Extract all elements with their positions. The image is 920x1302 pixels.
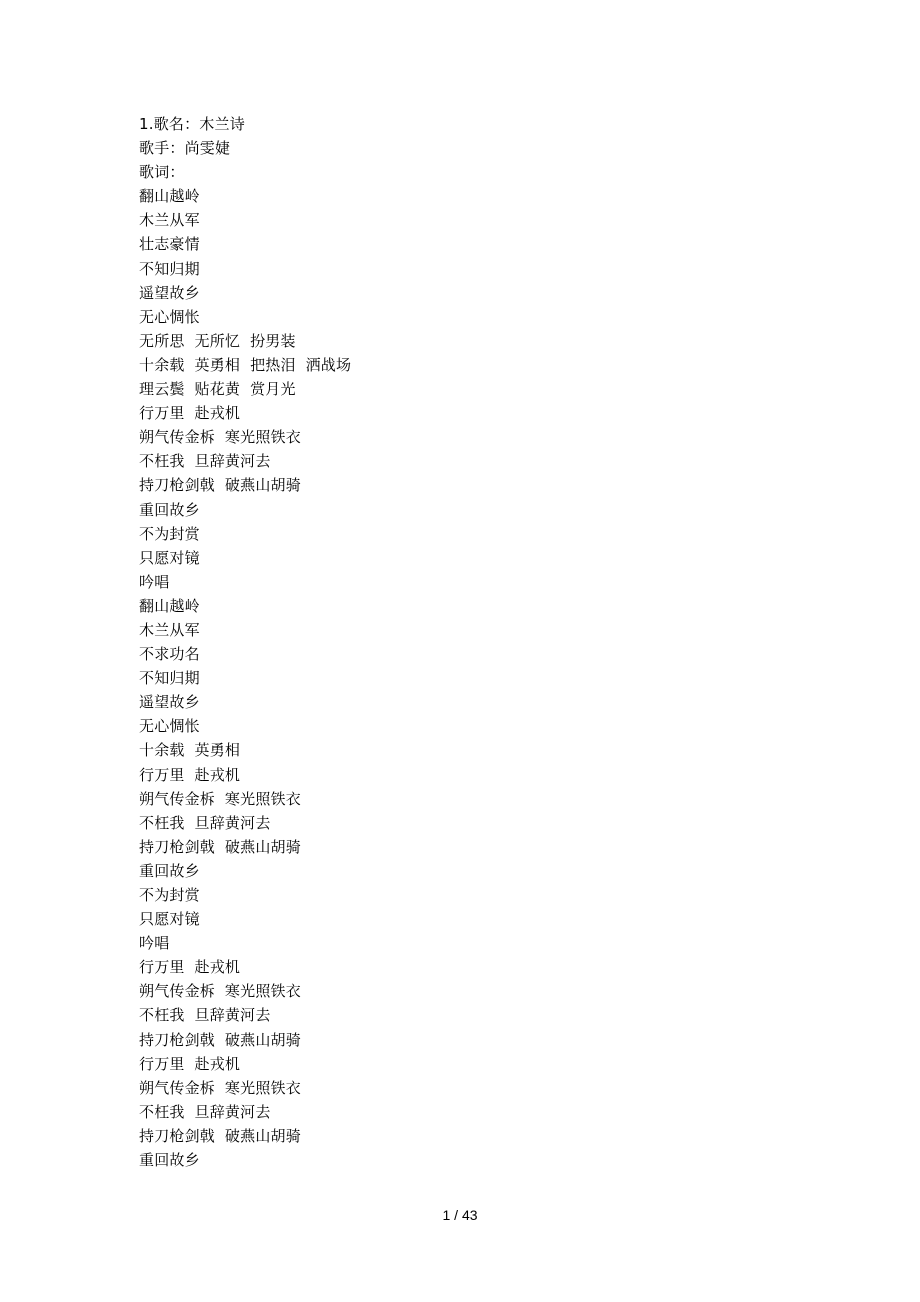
lyric-line: 行万里 赴戎机 bbox=[139, 958, 241, 977]
lyric-line: 不知归期 bbox=[139, 259, 200, 278]
song-title: 1.歌名：木兰诗 bbox=[139, 115, 245, 133]
lyric-line: 无心惆怅 bbox=[139, 717, 200, 736]
lyric-line: 持刀枪剑戟 破燕山胡骑 bbox=[139, 837, 301, 856]
lyric-line: 只愿对镜 bbox=[139, 548, 200, 567]
lyric-line: 不为封赏 bbox=[139, 886, 200, 904]
singer-line: 歌手：尚雯婕 bbox=[139, 139, 231, 158]
lyric-line: 十余载 英勇相 bbox=[139, 741, 241, 760]
lyric-line: 行万里 赴戎机 bbox=[139, 404, 241, 423]
lyric-line: 遥望故乡 bbox=[139, 283, 200, 302]
lyric-line: 翻山越岭 bbox=[139, 596, 200, 615]
lyric-line: 壮志豪情 bbox=[139, 235, 200, 254]
lyric-line: 不枉我 旦辞黄河去 bbox=[139, 1006, 271, 1025]
lyric-line: 十余载 英勇相 把热泪 洒战场 bbox=[139, 355, 352, 374]
lyrics-list bbox=[139, 184, 779, 1172]
lyric-line: 吟唱 bbox=[139, 572, 170, 591]
lyric-line: 吟唱 bbox=[139, 934, 170, 953]
lyric-line: 翻山越岭 bbox=[139, 187, 200, 206]
page-number: 1 / 43 bbox=[442, 1207, 478, 1223]
lyric-line: 无所思 无所忆 扮男装 bbox=[139, 331, 296, 350]
lyric-line: 持刀枪剑戟 破燕山胡骑 bbox=[139, 1030, 301, 1049]
lyric-line: 无心惆怅 bbox=[139, 307, 200, 326]
lyric-line: 不为封赏 bbox=[139, 524, 200, 543]
lyric-line: 木兰从军 bbox=[139, 620, 200, 639]
lyric-line: 不求功名 bbox=[139, 645, 200, 664]
lyric-line: 朔气传金柝 寒光照铁衣 bbox=[139, 428, 301, 447]
lyric-line: 不枉我 旦辞黄河去 bbox=[139, 813, 271, 832]
lyric-line: 遥望故乡 bbox=[139, 693, 200, 712]
lyric-line: 重回故乡 bbox=[139, 861, 200, 880]
lyric-line: 只愿对镜 bbox=[139, 910, 200, 929]
lyric-line: 理云鬓 贴花黄 赏月光 bbox=[139, 380, 296, 399]
lyric-line: 不枉我 旦辞黄河去 bbox=[139, 1102, 271, 1121]
lyric-line: 重回故乡 bbox=[139, 1151, 200, 1170]
document-body bbox=[139, 112, 779, 1172]
lyric-line: 不枉我 旦辞黄河去 bbox=[139, 452, 271, 471]
lyric-line: 木兰从军 bbox=[139, 211, 200, 230]
lyric-line: 持刀枪剑戟 破燕山胡骑 bbox=[139, 476, 301, 495]
lyric-line: 行万里 赴戎机 bbox=[139, 1054, 241, 1073]
lyric-line: 朔气传金柝 寒光照铁衣 bbox=[139, 1078, 301, 1097]
lyric-line: 朔气传金柝 寒光照铁衣 bbox=[139, 982, 301, 1001]
lyric-line: 朔气传金柝 寒光照铁衣 bbox=[139, 789, 301, 808]
lyrics-label: 歌词： bbox=[139, 163, 185, 182]
lyric-line: 行万里 赴戎机 bbox=[139, 765, 241, 784]
lyric-line: 不知归期 bbox=[139, 669, 200, 688]
lyric-line: 持刀枪剑戟 破燕山胡骑 bbox=[139, 1126, 301, 1145]
lyric-line: 重回故乡 bbox=[139, 500, 200, 519]
